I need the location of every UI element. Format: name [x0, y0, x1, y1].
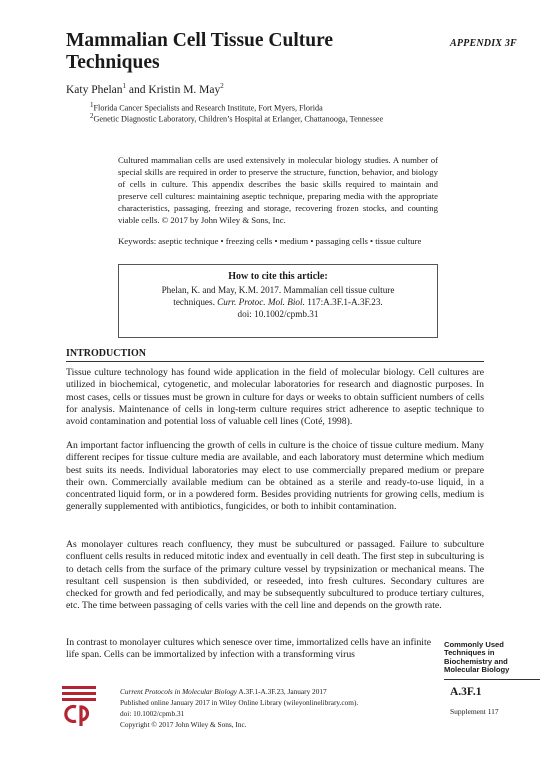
footer-publication-info: [120, 686, 440, 730]
footer-copyright: Copyright © 2017 John Wiley & Sons, Inc.: [120, 720, 247, 729]
intro-paragraph-4: In contrast to monolayer cultures which senesce over time, immortalized cells have an infinite life span. Cells can be immortalized by infection with a transforming virus: [66, 637, 431, 661]
sidebar-line-2: Techniques in: [444, 648, 495, 658]
supplement-number: Supplement 117: [450, 707, 499, 716]
citation-box: [118, 264, 438, 338]
title-line-1: Mammalian Cell Tissue Culture: [66, 30, 334, 51]
intro-paragraph-3: As monolayer cultures reach confluency, they must be subcultured or passaged. Failure to subculture confluent cells results in reduced mitotic index and eventually in cell death. The first step in subculturing is to detach cells from the surface of the primary culture vessel by trypsinization or mechanical means. The resultant cell suspension is then subdivided, or reseeded, into fresh cultures. Secondary cultures are checked for growth and fed periodically, and may be subsequently subcultured to produce tertiary cultures, etc. The time between passaging of cells varies with the cell line and depends on the growth rate.: [66, 539, 484, 612]
keywords: [118, 235, 438, 247]
citation-line-2-pre: techniques.: [173, 297, 215, 307]
author-joiner: and: [126, 83, 149, 96]
citation-heading: How to cite this article:: [228, 271, 328, 282]
footer-journal-name: Current Protocols in Molecular Biology: [120, 687, 238, 696]
sidebar-section-label: [444, 641, 540, 675]
section-heading-introduction: INTRODUCTION: [66, 348, 147, 359]
current-protocols-logo-icon: [62, 686, 96, 726]
author-1-sup: 1: [122, 82, 127, 90]
sidebar-rule: [444, 679, 540, 680]
sidebar-line-3: Biochemistry and: [444, 656, 508, 666]
appendix-label: APPENDIX 3F: [450, 38, 517, 49]
citation-journal: Curr. Protoc. Mol. Biol.: [217, 297, 305, 307]
page-identifier: A.3F.1: [450, 686, 482, 698]
affiliation-2-text: Genetic Diagnostic Laboratory, Children’s Hospital at Erlanger, Chattanooga, Tennessee: [93, 114, 384, 124]
citation-line-1: Phelan, K. and May, K.M. 2017. Mammalian cell tissue culture: [161, 285, 395, 295]
citation-doi: doi: 10.1002/cpmb.31: [237, 309, 319, 319]
author-1-name: Katy Phelan: [66, 83, 123, 96]
footer-doi: doi: 10.1002/cpmb.31: [120, 709, 185, 718]
affiliation-2: [90, 111, 383, 125]
abstract: Cultured mammalian cells are used extensively in molecular biology studies. A number of special skills are required in order to preserve the structure, function, behavior, and biology of cells in culture. This appendix describes the basic skills required to maintain and preserve cell cultures: maintaining aseptic technique, preparing media with the appropriate characteristics, passaging, freezing and storage, recovering frozen stocks, and counting viable cells. © 2017 by John Wiley & Sons, Inc.: [118, 155, 438, 225]
section-rule: [66, 361, 484, 362]
intro-paragraph-2: An important factor influencing the growth of cells in culture is the choice of tissue culture medium. Many different recipes for tissue culture media are available, and each laboratory must determine which medium best suits its needs. Individual laboratories may elect to use commercially prepared medium or prepare their own. Commercially available medium can be obtained as a sterile and ready-to-use liquid, in a concentrated liquid form, or in a powdered form. Besides providing nutrients for growing cells, medium is generally supplemented with antibiotics, fungicides, or both to inhibit contamination.: [66, 440, 484, 513]
keywords-list: aseptic technique • freezing cells • medium • passaging cells • tissue culture: [158, 236, 422, 246]
intro-paragraph-1: Tissue culture technology has found wide application in the field of molecular biology. Cell cultures are utilized in biochemical, cytogenetic, and molecular laboratories for research and diagnostic purposes. In most cases, cells or tissues must be grown in culture for days or weeks to obtain sufficient numbers of cells for analysis. Maintenance of cells in long-term culture requires strict adherence to aseptic technique to avoid contamination and potential loss of valuable cell lines (Coté, 1998).: [66, 367, 484, 428]
footer-journal-line: [120, 686, 440, 697]
author-2-name: Kristin M. May: [148, 83, 221, 96]
title-line-2: Techniques: [66, 52, 160, 73]
author-2-sup: 2: [220, 82, 224, 90]
affiliation-2-sup: 2: [90, 112, 94, 120]
sidebar-line-4: Molecular Biology: [444, 665, 510, 675]
footer-journal-pages: A.3F.1-A.3F.23, January 2017: [237, 687, 327, 696]
article-title: [66, 30, 386, 74]
footer-published: Published online January 2017 in Wiley Online Library (wileyonlinelibrary.com).: [120, 698, 359, 707]
author-line: [66, 82, 224, 96]
sidebar-line-1: Commonly Used: [444, 640, 504, 649]
affiliation-1-text: Florida Cancer Specialists and Research Institute, Fort Myers, Florida: [93, 103, 323, 113]
keywords-label: Keywords:: [118, 236, 157, 246]
affiliation-1-sup: 1: [90, 101, 94, 109]
citation-line-2-post: 117:A.3F.1-A.3F.23.: [304, 297, 383, 307]
